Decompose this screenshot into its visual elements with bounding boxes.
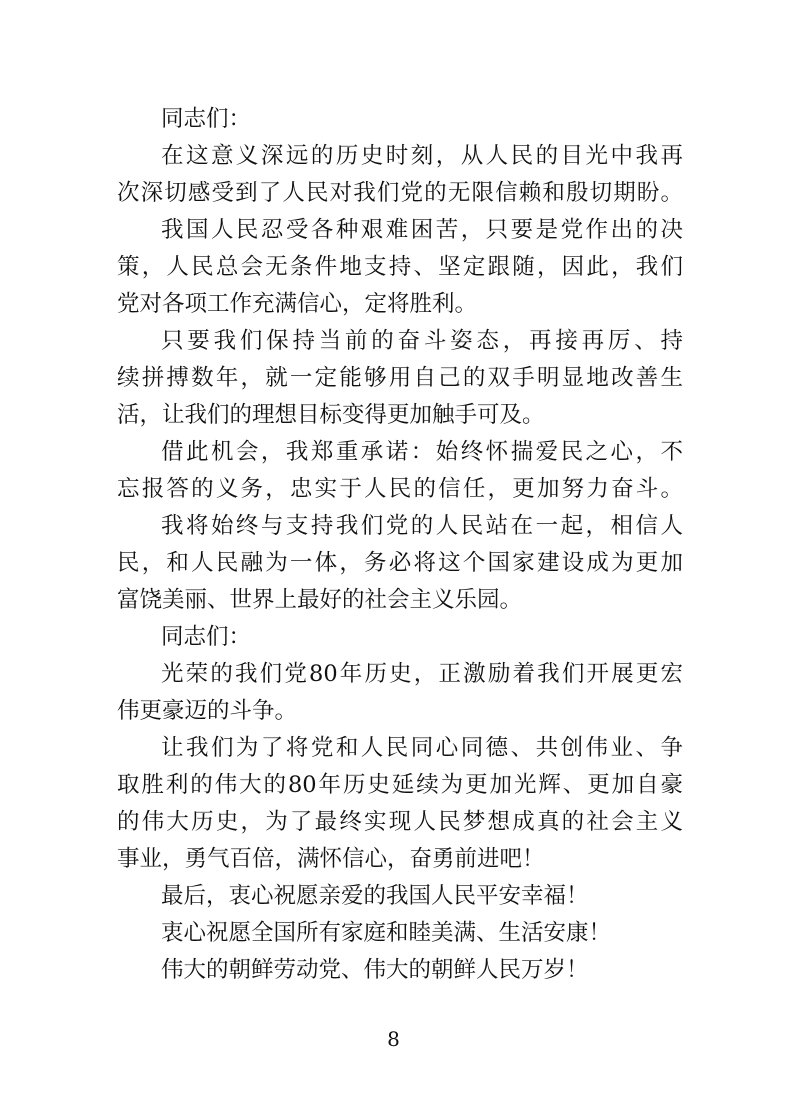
text-line: 策，人民总会无条件地支持、坚定跟随，因此，我们	[117, 254, 683, 280]
text-line: 在这意义深远的历史时刻，从人民的目光中我再	[161, 143, 683, 169]
text-line: 续拼搏数年，就一定能够用自己的双手明显地改善生	[117, 365, 683, 391]
text-line: 党对各项工作充满信心，定将胜利。	[117, 291, 478, 317]
text-line: 民，和人民融为一体，务必将这个国家建设成为更加	[117, 550, 683, 576]
text-line: 衷心祝愿全国所有家庭和睦美满、生活安康！	[161, 920, 612, 946]
text-line: 的伟大历史，为了最终实现人民梦想成真的社会主义	[117, 809, 683, 835]
text-line: 富饶美丽、世界上最好的社会主义乐园。	[117, 587, 523, 613]
text-line: 我将始终与支持我们党的人民站在一起，相信人	[161, 513, 683, 539]
text-line: 取胜利的伟大的80年历史延续为更加光辉、更加自豪	[117, 772, 683, 798]
text-line: 次深切感受到了人民对我们党的无限信赖和殷切期盼。	[117, 180, 683, 206]
text-line: 伟更豪迈的斗争。	[117, 698, 298, 724]
text-line: 我国人民忍受各种艰难困苦，只要是党作出的决	[161, 217, 683, 243]
text-line: 借此机会，我郑重承诺：始终怀揣爱民之心，不	[161, 439, 683, 465]
text-line: 让我们为了将党和人民同心同德、共创伟业、争	[161, 735, 683, 761]
text-line: 同志们：	[161, 624, 252, 650]
text-line: 活，让我们的理想目标变得更加触手可及。	[117, 402, 545, 428]
text-line: 光荣的我们党80年历史，正激励着我们开展更宏	[161, 661, 683, 687]
text-line: 同志们：	[161, 106, 252, 132]
text-line: 伟大的朝鲜劳动党、伟大的朝鲜人民万岁！	[161, 957, 589, 983]
text-line: 忘报答的义务，忠实于人民的信任，更加努力奋斗。	[117, 476, 683, 502]
text-line: 事业，勇气百倍，满怀信心，奋勇前进吧！	[117, 846, 545, 872]
page-number: 8	[387, 1027, 400, 1051]
body-text	[117, 101, 683, 989]
text-line: 只要我们保持当前的奋斗姿态，再接再厉、持	[161, 328, 683, 354]
text-line: 最后，衷心祝愿亲爱的我国人民平安幸福！	[161, 883, 589, 909]
